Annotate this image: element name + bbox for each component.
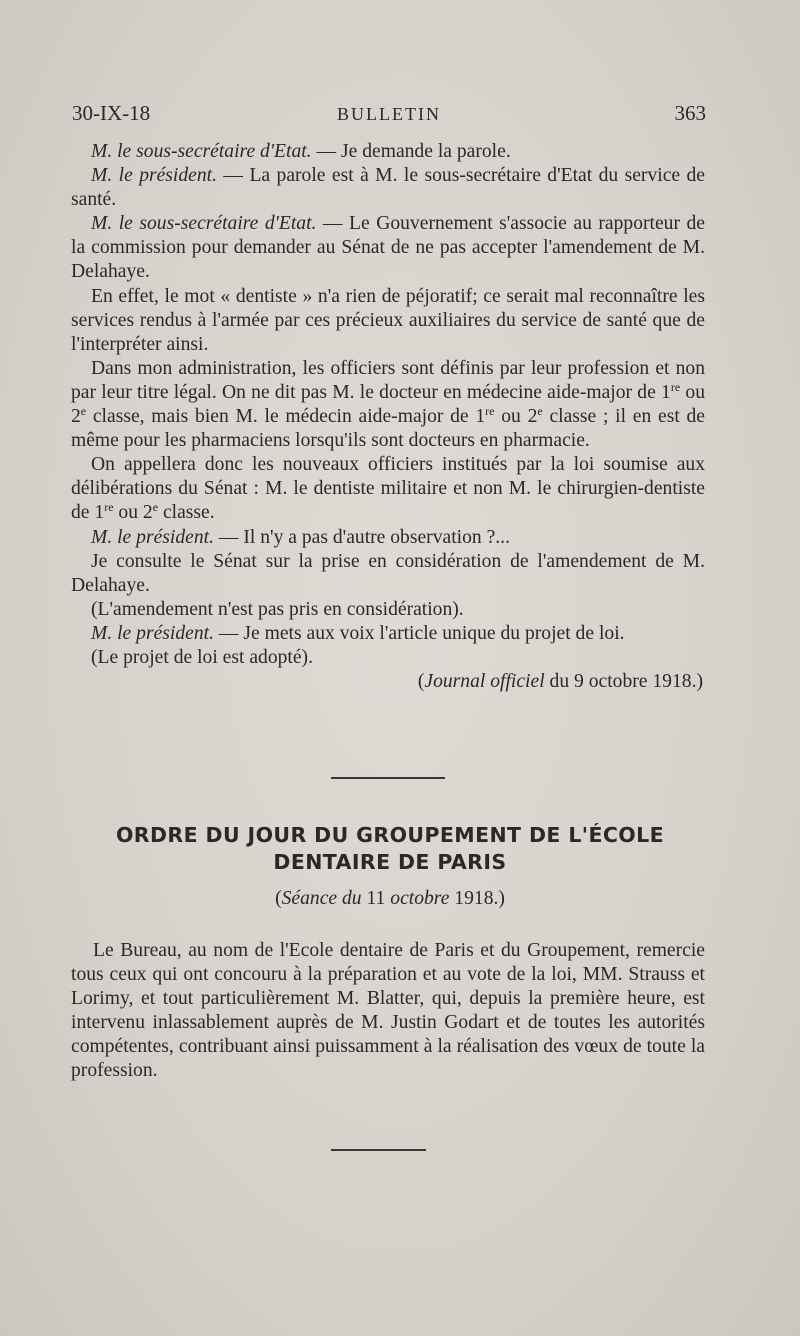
paragraph-text: (Le projet de loi est adopté). — [91, 646, 313, 668]
paragraph-text: En effet, le mot « dentiste » n'a rien de péjoratif; ce serait mal reconnaître les services rendus à l'armée par ces précieux auxiliaires du service de santé que de l'interpréter ainsi. — [71, 285, 705, 355]
speaker-label: M. le sous-secrétaire d'Etat. — [91, 213, 317, 235]
title-line: ORDRE DU JOUR DU GROUPEMENT DE L'ÉCOLE — [115, 823, 664, 847]
paragraph — [71, 140, 705, 164]
paragraph — [71, 598, 705, 622]
paragraph-text: — Je mets aux voix l'article unique du projet de loi. — [213, 622, 625, 644]
paragraph-text: Je consulte le Sénat sur la prise en considération de l'amendement de M. Delahaye. — [71, 550, 705, 596]
paragraph-text: — Il n'y a pas d'autre observation ?... — [213, 526, 510, 548]
end-divider — [331, 1149, 426, 1151]
paragraph-text: On appellera donc les nouveaux officiers institués par la loi soumise aux délibérations du Sénat : M. le dentiste militaire et non M. le chirurgien-dentiste de 1re ou 2e classe. — [71, 454, 705, 524]
section-title — [74, 822, 706, 876]
speaker-label: M. le président. — [91, 622, 214, 644]
section-body — [71, 939, 705, 1083]
speaker-label: M. le président. — [91, 165, 218, 187]
header-title: BULLETIN — [337, 104, 441, 124]
speaker-label: M. le président. — [91, 526, 214, 548]
paragraph-text: Dans mon administration, les officiers sont définis par leur profession et non par leur titre légal. On ne dit pas M. le docteur en médecine aide-major de 1re ou 2e classe, mais bien M. le médecin aide-major de 1re ou 2e classe ; il en est de même pour les pharmaciens lorsqu'ils sont docteurs en pharmacie. — [71, 357, 705, 452]
debate-transcript — [71, 140, 705, 694]
paragraph — [71, 550, 705, 598]
seance-date: (Séance du 11 octobre 1918.) — [275, 888, 505, 909]
paragraph-text: — La parole est à M. le sous-secrétaire d'Etat du service de santé. — [71, 165, 705, 211]
paragraph-text: — Je demande la parole. — [311, 141, 511, 162]
source-citation: (Journal officiel du 9 octobre 1918.) — [417, 671, 703, 693]
title-line: DENTAIRE DE PARIS — [273, 850, 507, 874]
paragraph-text: Le Bureau, au nom de l'Ecole dentaire de Paris et du Groupement, remercie tous ceux qui ont concouru à la préparation et au vote de la loi, MM. Strauss et Lorimy, et tout particulièrement M. Blatter, qui, depuis la première heure, est intervenu inlassablement auprès de M. Justin Godart et de toutes les autorités compétentes, contribuant ainsi puissamment à la réalisation des vœux de toute la profession. — [71, 940, 705, 1081]
paragraph — [71, 357, 705, 453]
running-header — [72, 101, 706, 131]
section-divider — [331, 777, 445, 779]
paragraph — [71, 453, 705, 525]
paragraph — [71, 622, 705, 646]
speaker-label: M. le sous-secrétaire d'Etat. — [91, 141, 312, 162]
paragraph — [71, 526, 705, 550]
paragraph — [71, 164, 705, 212]
header-date: 30-IX-18 — [72, 101, 151, 125]
paragraph — [71, 212, 705, 284]
page-number: 363 — [674, 101, 706, 125]
paragraph-text: (L'amendement n'est pas pris en considération). — [91, 598, 464, 620]
paragraph — [71, 646, 705, 670]
paragraph-text: — Le Gouvernement s'associe au rapporteur de la commission pour demander au Sénat de ne pas accepter l'amendement de M. Delahaye. — [71, 213, 705, 283]
journal-name: Journal officiel — [424, 671, 545, 693]
paragraph — [71, 285, 705, 357]
